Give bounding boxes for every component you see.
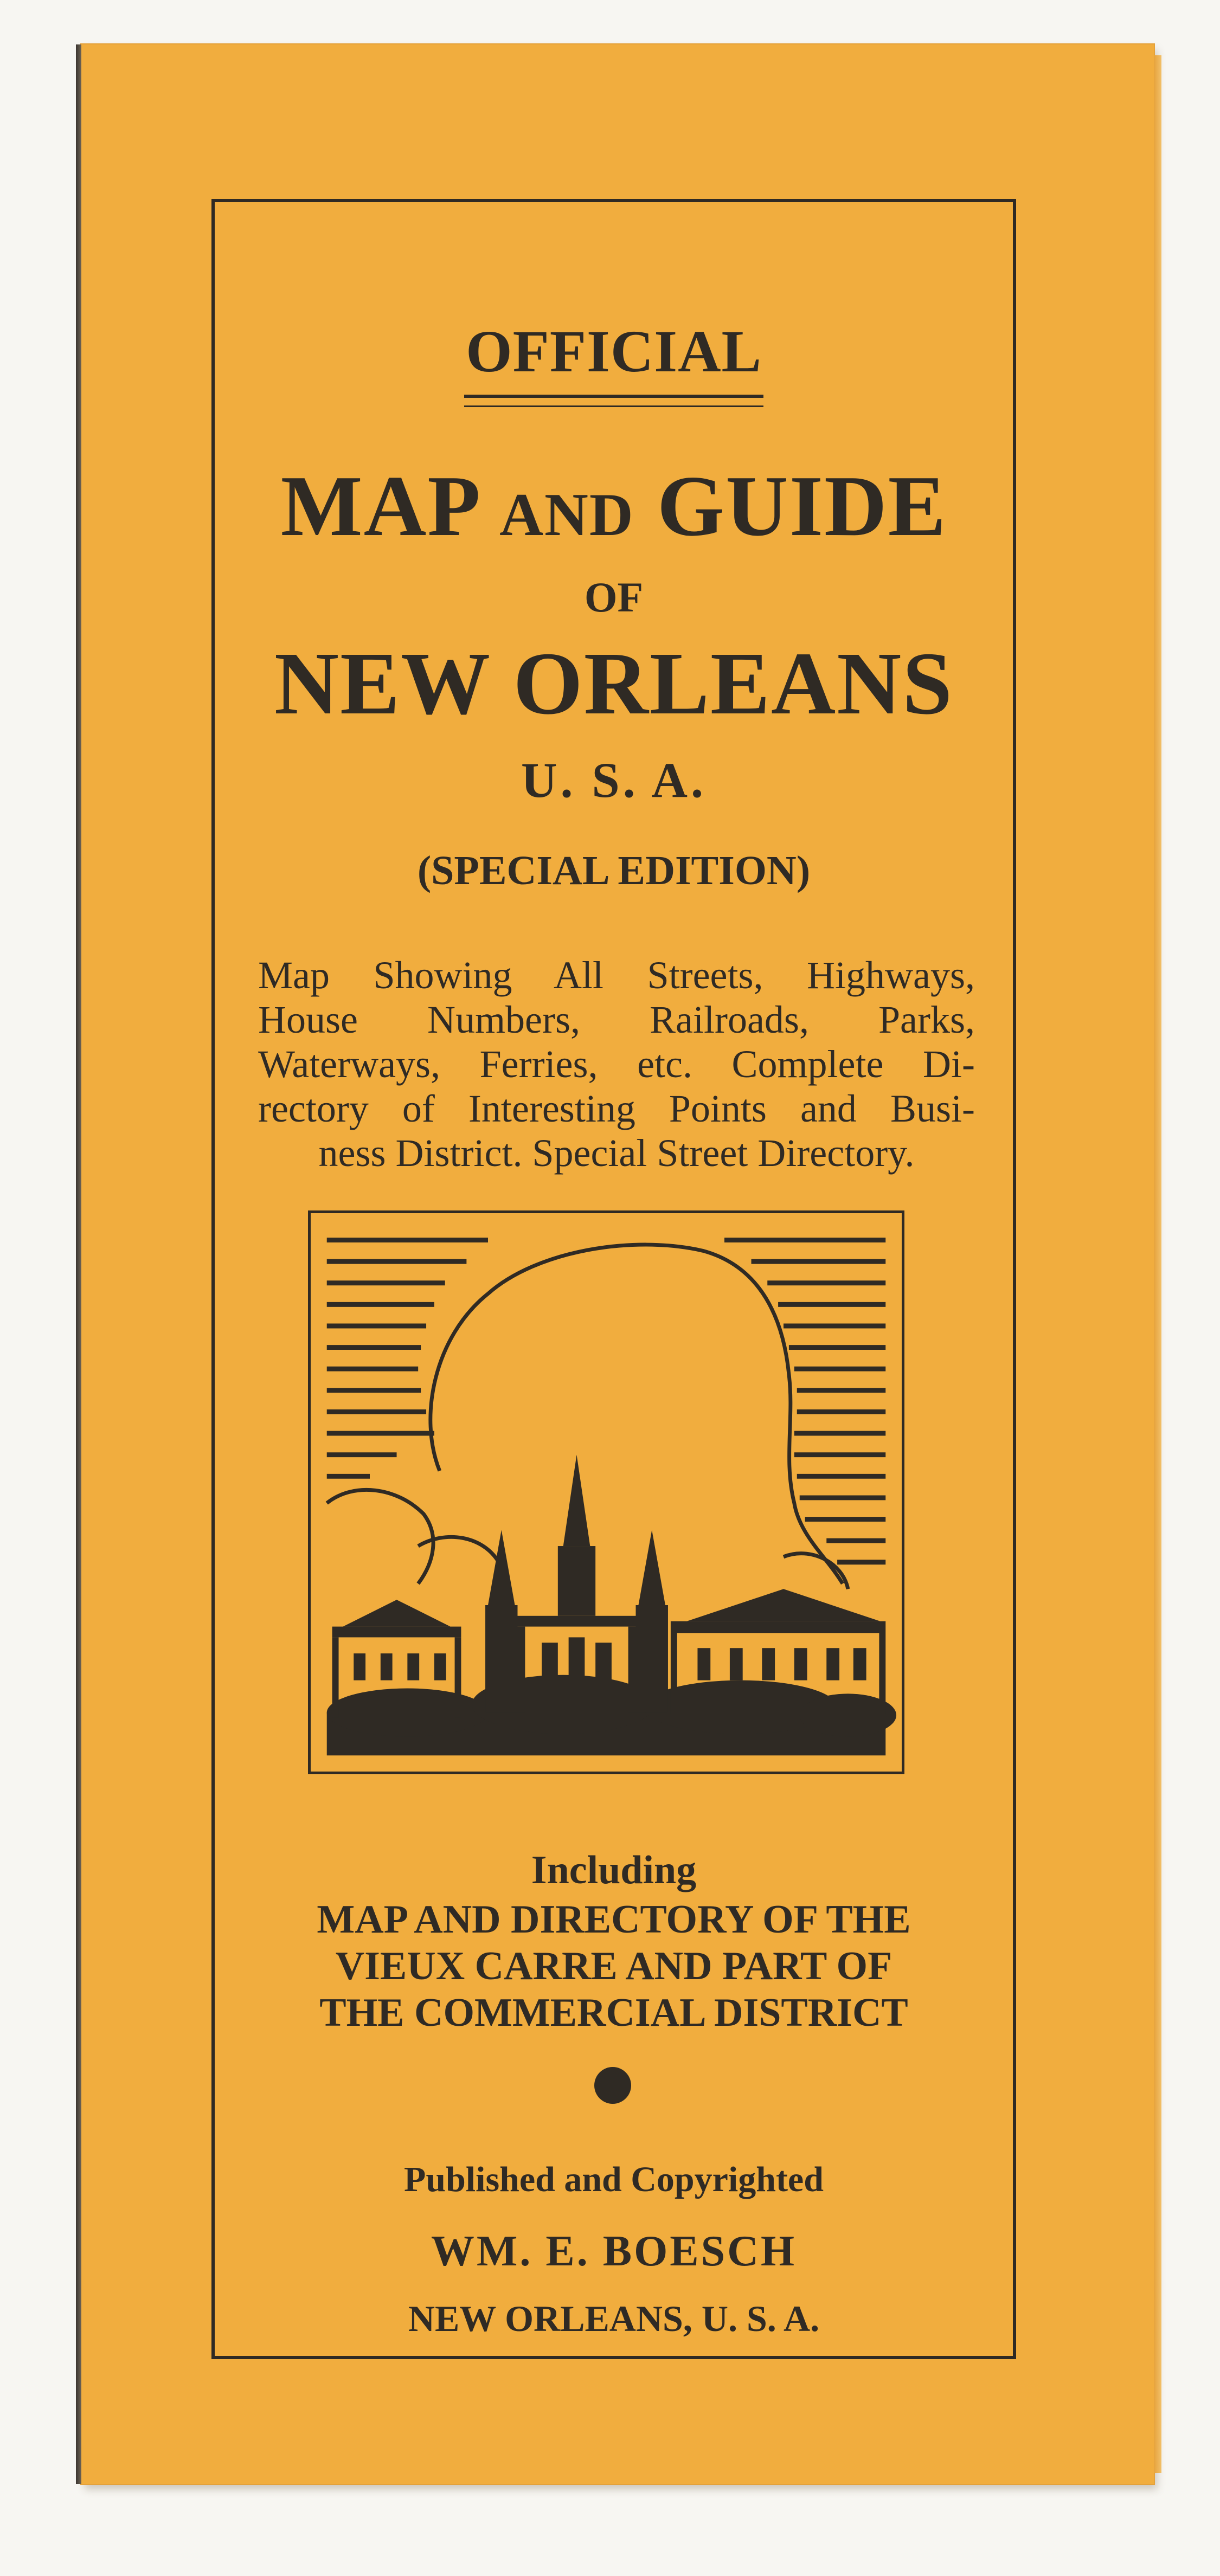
guide-cover bbox=[81, 44, 1154, 2484]
cover-edge bbox=[1154, 55, 1161, 2473]
title-map: MAP bbox=[280, 458, 477, 554]
description-line: ness District. Special Street Directory. bbox=[318, 1131, 915, 1175]
including-details bbox=[215, 1896, 1013, 2036]
including-line: THE COMMERCIAL DISTRICT bbox=[319, 1991, 908, 2035]
cathedral-woodcut-image bbox=[311, 1213, 902, 1772]
cathedral-illustration bbox=[308, 1210, 904, 1774]
description-line: House Numbers, Railroads, Parks, bbox=[258, 998, 975, 1041]
description-line: Map Showing All Streets, Highways, bbox=[258, 954, 975, 997]
title-of: OF bbox=[584, 574, 644, 621]
official-underline-thin bbox=[464, 405, 763, 407]
cover-spine bbox=[76, 44, 81, 2484]
including-line: VIEUX CARRE AND PART OF bbox=[335, 1944, 892, 1988]
title-line-map-and-guide bbox=[215, 458, 1013, 554]
published-label: Published and Copyrighted bbox=[404, 2160, 824, 2199]
description-line: rectory of Interesting Points and Busi- bbox=[258, 1087, 975, 1130]
title-and: AND bbox=[499, 481, 634, 549]
publisher-city: NEW ORLEANS, U. S. A. bbox=[408, 2298, 820, 2339]
official-underline bbox=[464, 395, 763, 398]
cover-border-frame bbox=[211, 199, 1016, 2359]
title-country: U. S. A. bbox=[521, 752, 707, 808]
separator-dot bbox=[594, 2067, 631, 2104]
edition-label: (SPECIAL EDITION) bbox=[417, 848, 811, 893]
publisher-name: WM. E. BOESCH bbox=[431, 2227, 797, 2275]
description-line: Waterways, Ferries, etc. Complete Di- bbox=[258, 1042, 975, 1086]
title-city: NEW ORLEANS bbox=[274, 634, 954, 733]
including-label: Including bbox=[531, 1848, 697, 1892]
title-guide: GUIDE bbox=[657, 458, 947, 554]
official-label: OFFICIAL bbox=[466, 318, 762, 384]
including-line: MAP AND DIRECTORY OF THE bbox=[317, 1897, 911, 1942]
description-paragraph bbox=[258, 953, 975, 1175]
